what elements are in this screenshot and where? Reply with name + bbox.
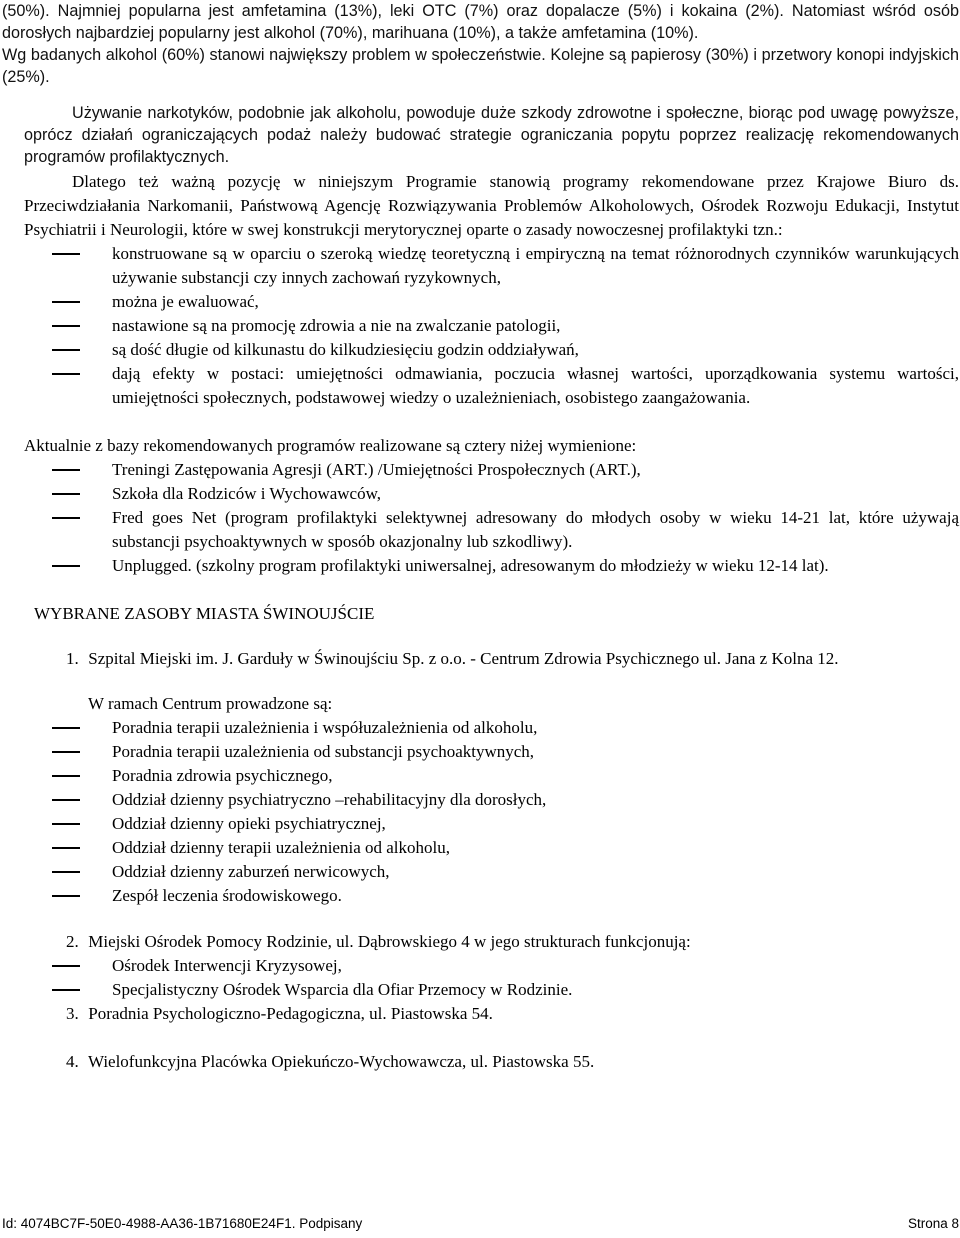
list-item: Oddział dzienny terapii uzależnienia od alkoholu, [24,836,959,860]
resources-heading: WYBRANE ZASOBY MIASTA ŚWINOUJŚCIE [34,604,375,623]
list-item: Fred goes Net (program profilaktyki selektywnej adresowany do młodych osoby w wieku 14-21 lat, które używają substancji psychoaktywnych w sposób okazjonalny lub szkodliwy). [24,506,959,554]
list-item: Zespół leczenia środowiskowego. [24,884,959,908]
page-footer [2,1216,959,1232]
resource-item-4 [66,1050,959,1074]
programs-list [24,458,959,578]
list-item: Unplugged. (szkolny program profilaktyki uniwersalnej, adresowanym do młodzieży w wieku 12-14 lat). [24,554,959,578]
list-item: Szkoła dla Rodziców i Wychowawców, [24,482,959,506]
paragraph-drug-harm: Używanie narkotyków, podobnie jak alkoholu, powoduje duże szkody zdrowotne i społeczne, biorąc pod uwagę powyższe, oprócz działań ograniczających podaż należy budować strategie ograniczania popytu poprzez realizację rekomendowanych programów profilaktycznych. [24,104,959,166]
list-item: można je ewaluować, [24,290,959,314]
document-id: Id: 4074BC7F-50E0-4988-AA36-1B71680E24F1. Podpisany [2,1216,363,1231]
document-page [2,0,959,1238]
list-item: konstruowane są w oparciu o szeroką wiedzę teoretyczną i empiryczną na temat różnorodnych czynników warunkujących używanie substancji czy innych zachowań ryzykownych, [24,242,959,290]
intro-block [2,0,959,88]
resource-number: 2. [66,932,79,951]
principles-list [24,242,959,410]
list-item: Oddział dzienny zaburzeń nerwicowych, [24,860,959,884]
intro-line-1: (50%). Najmniej popularna jest amfetamina (13%), leki OTC (7%) oraz dopalacze (5%) i kokaina (2%). Natomiast wśród osób dorosłych najbardziej popularny jest alkohol (70%), marihuana (10%), a także amfetamina (10%). [2,2,959,42]
resource-1-intro: W ramach Centrum prowadzone są: [88,694,333,713]
list-item: dają efekty w postaci: umiejętności odmawiania, poczucia własnej wartości, uporządkowania systemu wartości, umiejętności społecznych, podstawowej wiedzy o uzależnieniach, osobistego zaangażowania. [24,362,959,410]
list-item: Poradnia zdrowia psychicznego, [24,764,959,788]
list-item: Oddział dzienny psychiatryczno –rehabilitacyjny dla dorosłych, [24,788,959,812]
resource-item-2 [66,930,959,954]
page-number: Strona 8 [907,1216,959,1231]
list-item: nastawione są na promocję zdrowia a nie na zwalczanie patologii, [24,314,959,338]
list-item: są dość długie od kilkunastu do kilkudziesięciu godzin oddziaływań, [24,338,959,362]
resource-title: Miejski Ośrodek Pomocy Rodzinie, ul. Dąbrowskiego 4 w jego strukturach funkcjonują: [88,932,691,951]
list-item: Treningi Zastępowania Agresji (ART.) /Umiejętności Prospołecznych (ART.), [24,458,959,482]
list-item: Ośrodek Interwencji Kryzysowej, [24,954,959,978]
resource-1-units [24,716,959,908]
resource-number: 1. [66,649,79,668]
resource-number: 3. [66,1004,79,1023]
list-item: Poradnia terapii uzależnienia i współuzależnienia od alkoholu, [24,716,959,740]
list-item: Poradnia terapii uzależnienia od substancji psychoaktywnych, [24,740,959,764]
resource-number: 4. [66,1052,79,1071]
resource-item-3 [66,1002,959,1026]
list-item: Specjalistyczny Ośrodek Wsparcia dla Ofiar Przemocy w Rodzinie. [24,978,959,1002]
intro-line-2: Wg badanych alkohol (60%) stanowi największy problem w społeczeństwie. Kolejne są papierosy (30%) i przetwory konopi indyjskich (25%). [2,46,959,86]
programs-intro: Aktualnie z bazy rekomendowanych programów realizowane są cztery niżej wymienione: [24,436,637,455]
resource-title: Szpital Miejski im. J. Garduły w Świnoujściu Sp. z o.o. - Centrum Zdrowia Psychicznego ul. Jana z Kolna 12. [88,649,839,668]
resource-title: Poradnia Psychologiczno-Pedagogiczna, ul. Piastowska 54. [88,1004,493,1023]
resource-2-units [24,954,959,1002]
resource-item-1 [66,647,959,671]
list-item: Oddział dzienny opieki psychiatrycznej, [24,812,959,836]
paragraph-recommended-programs: Dlatego też ważną pozycję w niniejszym Programie stanowią programy rekomendowane przez Krajowe Biuro ds. Przeciwdziałania Narkomanii, Państwową Agencję Rozwiązywania Problemów Alkoholowych, Ośrodek Rozwoju Edukacji, Instytut Psychiatrii i Neurologii, które w swej konstrukcji merytorycznej oparte o zasady nowoczesnej profilaktyki tzn.: [24,172,959,239]
resource-title: Wielofunkcyjna Placówka Opiekuńczo-Wychowawcza, ul. Piastowska 55. [87,1052,595,1071]
